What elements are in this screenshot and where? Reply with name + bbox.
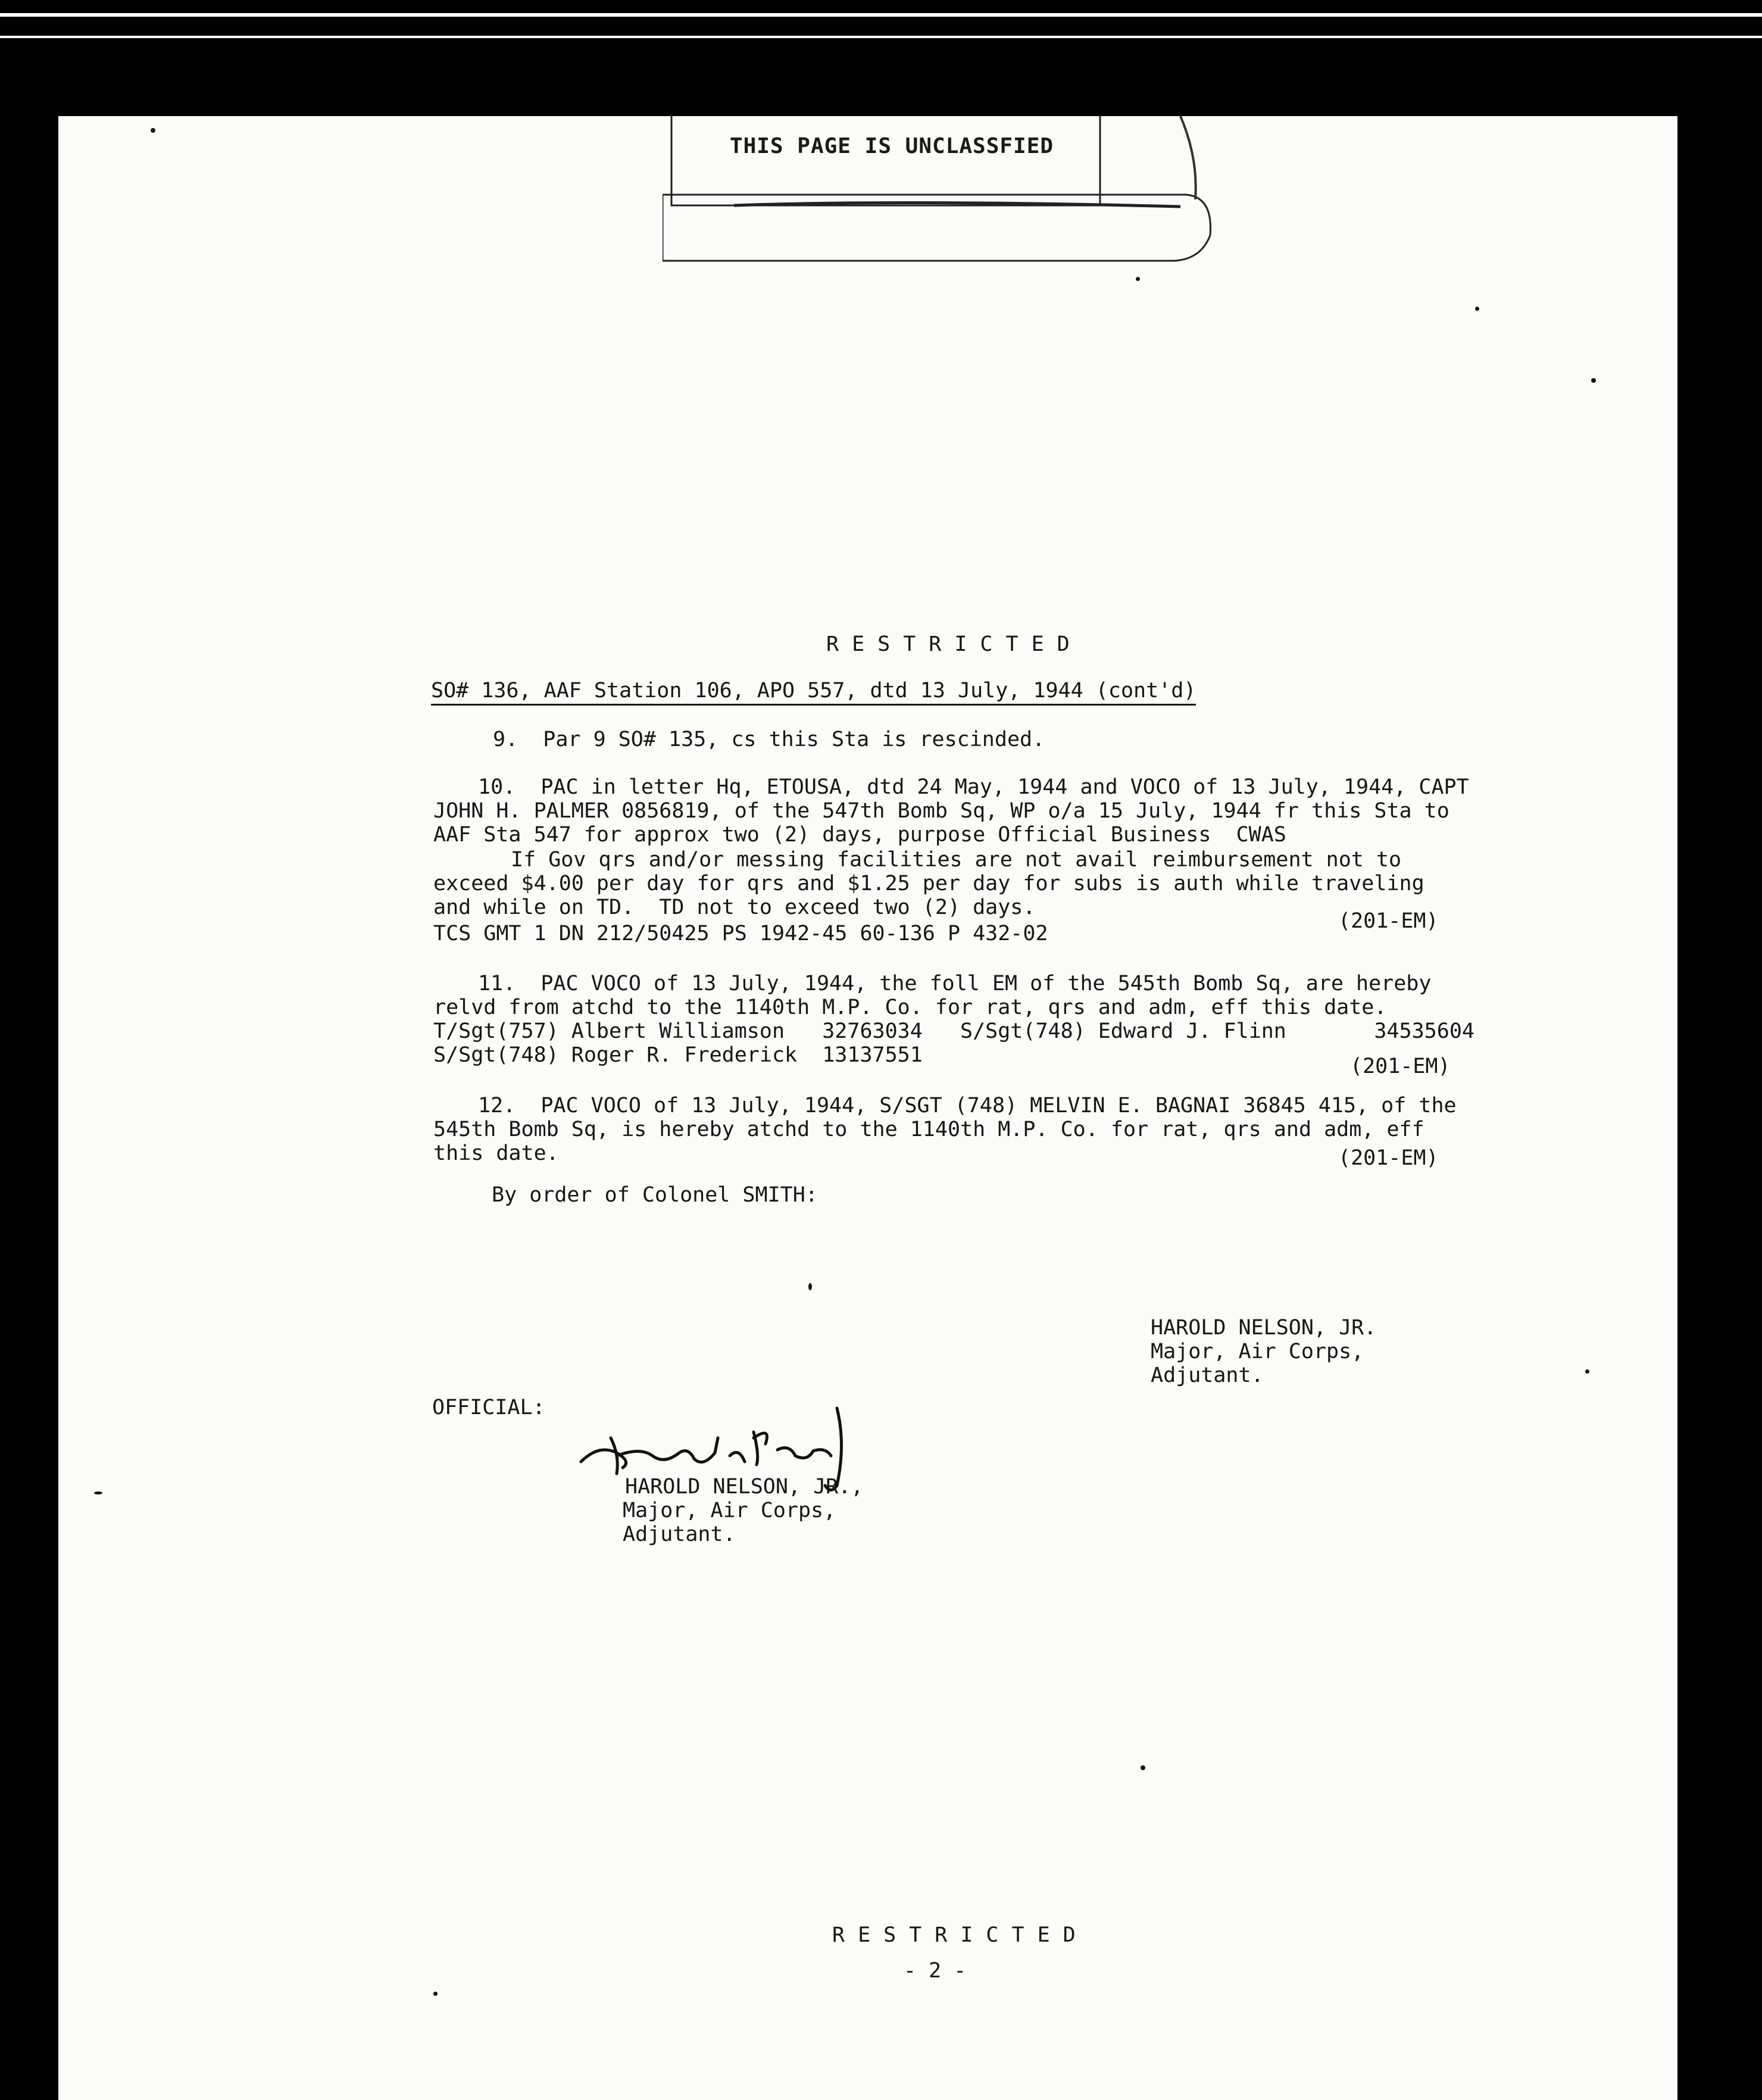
paragraph-10-file-code: (201-EM)	[1338, 909, 1439, 933]
paragraph-11-line: relvd from atchd to the 1140th M.P. Co. for rat, qrs and adm, eff this date.	[433, 996, 1387, 1019]
signature-left-title: Adjutant.	[623, 1522, 736, 1546]
scan-speck	[1591, 378, 1596, 383]
scan-speck	[1136, 277, 1140, 281]
signature-left-name: HAROLD NELSON, JR.,	[625, 1475, 864, 1499]
official-label: OFFICIAL:	[432, 1396, 545, 1419]
scan-speck	[94, 1491, 102, 1494]
paragraph-10-line: exceed $4.00 per day for qrs and $1.25 per day for subs is auth while traveling	[433, 872, 1424, 895]
scan-speck	[1585, 1369, 1589, 1374]
scan-border-line	[0, 13, 1762, 17]
authority-line: By order of Colonel SMITH:	[492, 1183, 818, 1207]
order-reference-line: SO# 136, AAF Station 106, APO 557, dtd 13 July, 1944 (cont'd)	[431, 681, 1196, 706]
signature-left-rank: Major, Air Corps,	[623, 1499, 836, 1522]
classification-tab-text: THIS PAGE IS UNCLASSFIED	[729, 134, 1054, 158]
paragraph-11-line: 11. PAC VOCO of 13 July, 1944, the foll EM of the 545th Bomb Sq, are hereby	[478, 972, 1432, 996]
document-page	[58, 116, 1677, 2100]
scan-speck	[433, 1992, 438, 1996]
restricted-marking-bottom: RESTRICTED	[832, 1923, 1089, 1947]
paragraph-9: 9. Par 9 SO# 135, cs this Sta is rescinded.	[493, 728, 1045, 751]
restricted-marking-top: RESTRICTED	[826, 632, 1083, 656]
paragraph-11-line: T/Sgt(757) Albert Williamson 32763034 S/Sgt(748) Edward J. Flinn 34535604	[433, 1019, 1474, 1043]
signature-right-title: Adjutant.	[1151, 1363, 1264, 1387]
paragraph-10-line: and while on TD. TD not to exceed two (2) days.	[433, 895, 1036, 919]
scan-speck	[151, 128, 155, 133]
paragraph-10-line: AAF Sta 547 for approx two (2) days, purpose Official Business CWAS	[433, 823, 1286, 847]
paragraph-10-line: TCS GMT 1 DN 212/50425 PS 1942-45 60-136 P 432-02	[433, 922, 1048, 946]
paragraph-10-line: If Gov qrs and/or messing facilities are not avail reimbursement not to	[511, 848, 1402, 872]
paragraph-10-line: JOHN H. PALMER 0856819, of the 547th Bomb Sq, WP o/a 15 July, 1944 fr this Sta to	[433, 799, 1449, 823]
classification-tab	[663, 116, 1234, 265]
paragraph-12-line: 545th Bomb Sq, is hereby atchd to the 1140th M.P. Co. for rat, qrs and adm, eff	[433, 1118, 1424, 1141]
signature-right-rank: Major, Air Corps,	[1151, 1340, 1364, 1363]
paragraph-12-file-code: (201-EM)	[1338, 1146, 1439, 1170]
paragraph-11-line: S/Sgt(748) Roger R. Frederick 13137551	[433, 1043, 923, 1067]
page-number: - 2 -	[904, 1959, 967, 1983]
signature-right-name: HAROLD NELSON, JR.	[1151, 1316, 1377, 1340]
scan-speck	[1475, 307, 1479, 311]
scan-speck	[808, 1283, 812, 1290]
paragraph-12-line: 12. PAC VOCO of 13 July, 1944, S/SGT (748) MELVIN E. BAGNAI 36845 415, of the	[478, 1094, 1457, 1118]
paragraph-10-line: 10. PAC in letter Hq, ETOUSA, dtd 24 May, 1944 and VOCO of 13 July, 1944, CAPT	[478, 775, 1469, 799]
paragraph-12-line: this date.	[433, 1141, 559, 1165]
scan-border-line	[0, 36, 1762, 38]
paragraph-11-file-code: (201-EM)	[1350, 1054, 1451, 1078]
scan-speck	[1141, 1765, 1145, 1770]
